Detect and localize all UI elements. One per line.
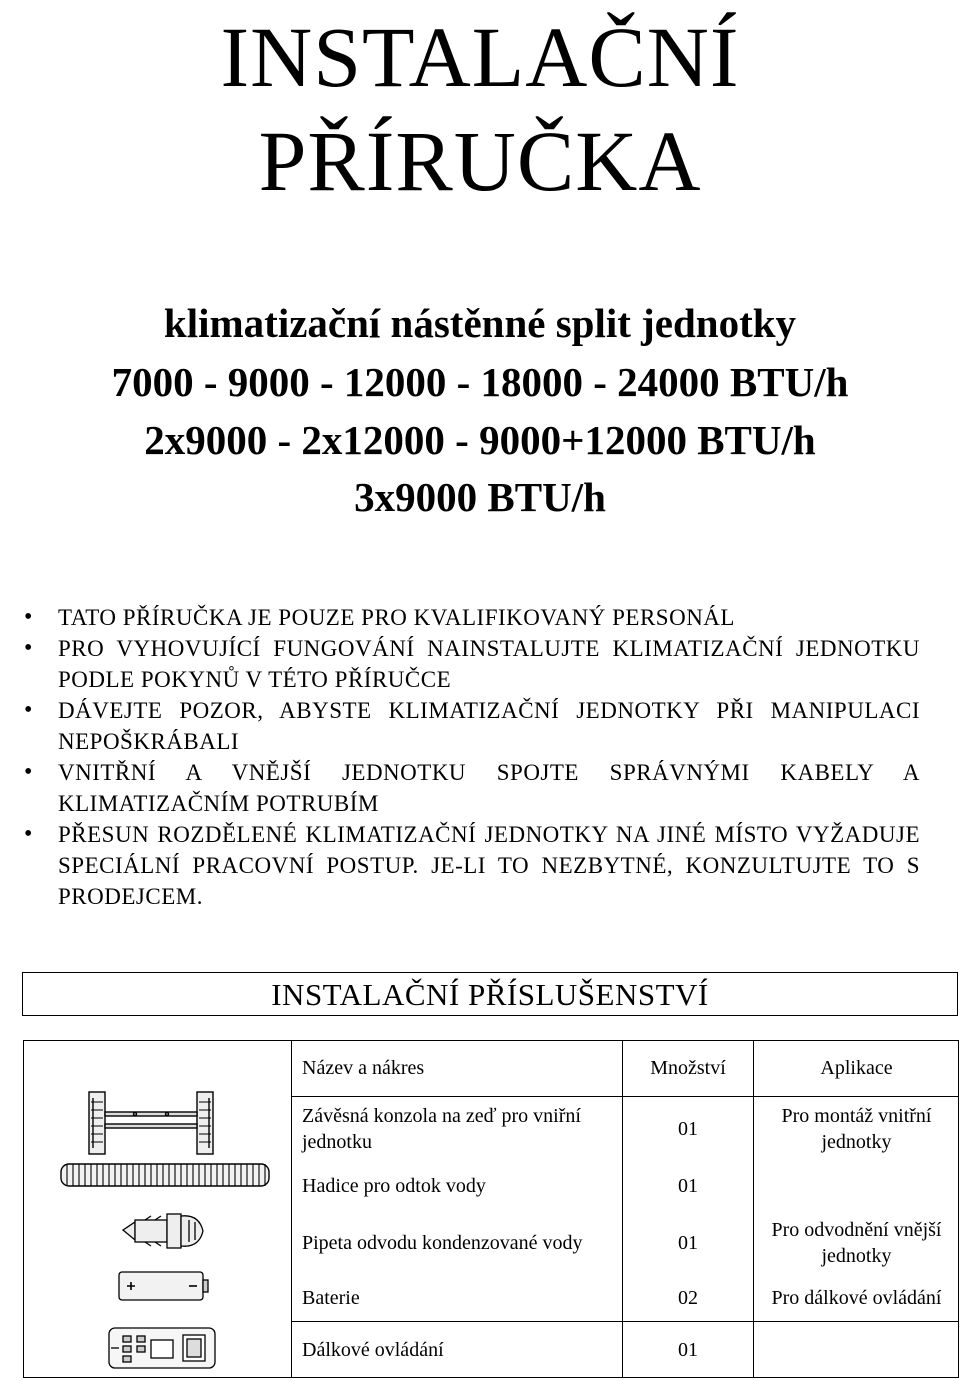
table-row bbox=[292, 1161, 960, 1211]
warning-item: • PRO VYHOVUJÍCÍ FUNGOVÁNÍ NAINSTALUJTE KLIMATIZAČNÍ JEDNOTKU PODLE POKYNŮ V TÉTO PŘÍRUČCE bbox=[20, 633, 920, 695]
warning-item: • DÁVEJTE POZOR, ABYSTE KLIMATIZAČNÍ JEDNOTKY PŘI MANIPULACI NEPOŠKRÁBALI bbox=[20, 695, 920, 757]
item-name: Hadice pro odtok vody bbox=[292, 1161, 623, 1211]
item-name: Závěsná konzola na zeď pro vniřní jednotku bbox=[292, 1097, 623, 1162]
drain-pipette-icon bbox=[123, 1214, 203, 1248]
table-header-row bbox=[292, 1040, 960, 1097]
table-row bbox=[292, 1097, 960, 1162]
subtitle-line3: 2x9000 - 2x12000 - 9000+12000 BTU/h bbox=[144, 417, 816, 463]
battery-icon bbox=[119, 1272, 208, 1300]
accessories-illustrations bbox=[23, 1040, 291, 1378]
item-quantity: 02 bbox=[623, 1275, 754, 1322]
item-name: Pipeta odvodu kondenzované vody bbox=[292, 1211, 623, 1275]
drain-hose-icon bbox=[61, 1164, 269, 1186]
item-application: Pro odvodnění vnější jednotky bbox=[771, 1219, 942, 1267]
table-row bbox=[292, 1211, 960, 1275]
table-row bbox=[292, 1275, 960, 1322]
accessories-heading: INSTALAČNÍ PŘÍSLUŠENSTVÍ bbox=[22, 972, 958, 1016]
item-application: Pro montáž vnitřní jednotky bbox=[781, 1105, 932, 1153]
item-quantity: 01 bbox=[623, 1097, 754, 1162]
item-quantity: 01 bbox=[623, 1161, 754, 1211]
subtitle-line1: klimatizační nástěnné split jednotky bbox=[163, 300, 797, 346]
item-quantity: 01 bbox=[623, 1322, 754, 1379]
column-header-quantity: Množství bbox=[623, 1040, 754, 1097]
item-name: Baterie bbox=[292, 1275, 623, 1322]
table-row bbox=[292, 1322, 960, 1379]
warning-item: • VNITŘNÍ A VNĚJŠÍ JEDNOTKU SPOJTE SPRÁVNÝMI KABELY A KLIMATIZAČNÍM POTRUBÍM bbox=[20, 757, 920, 819]
wall-bracket-icon bbox=[89, 1092, 213, 1154]
item-application bbox=[754, 1161, 960, 1211]
warning-item: • PŘESUN ROZDĚLENÉ KLIMATIZAČNÍ JEDNOTKY NA JINÉ MÍSTO VYŽADUJE SPECIÁLNÍ PRACOVNÍ POSTUP. JE-LI TO NEZBYTNÉ, KONZULTUJTE TO S PRODEJCEM. bbox=[20, 819, 920, 912]
item-application bbox=[754, 1322, 960, 1379]
column-header-application: Aplikace bbox=[754, 1040, 960, 1097]
accessories-table bbox=[291, 1040, 959, 1378]
warning-list bbox=[20, 602, 920, 912]
item-application: Pro dálkové ovládání bbox=[771, 1287, 942, 1309]
column-header-name: Název a nákres bbox=[292, 1040, 623, 1097]
page-title-line2: PŘÍRUČKA bbox=[258, 113, 702, 209]
warning-item: • TATO PŘÍRUČKA JE POUZE PRO KVALIFIKOVANÝ PERSONÁL bbox=[20, 602, 920, 633]
subtitle-line2: 7000 - 9000 - 12000 - 18000 - 24000 BTU/h bbox=[111, 359, 849, 405]
subtitle-line4: 3x9000 BTU/h bbox=[354, 474, 606, 520]
page-title-line1: INSTALAČNÍ bbox=[220, 9, 740, 105]
remote-control-icon bbox=[109, 1328, 215, 1368]
item-quantity: 01 bbox=[623, 1211, 754, 1275]
item-name: Dálkové ovládání bbox=[292, 1322, 623, 1379]
